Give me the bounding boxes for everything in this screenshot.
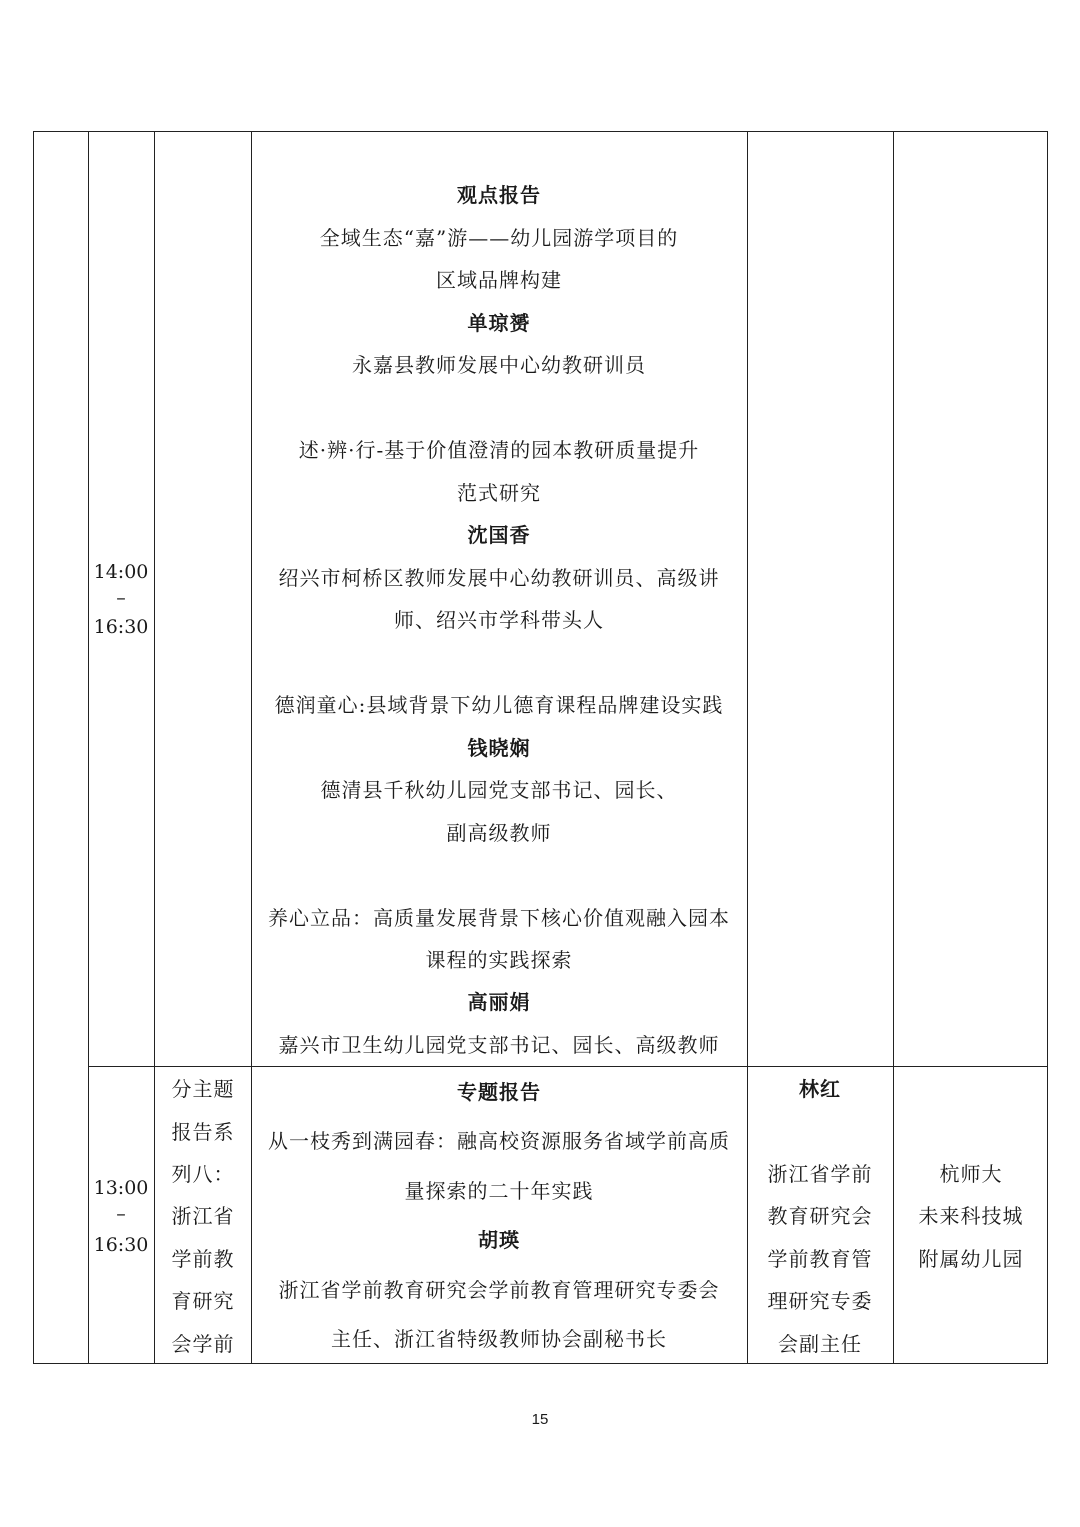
topic-line: 育研究 [171, 1289, 235, 1313]
talk-title: 养心立品：高质量发展背景下核心价值观融入园本 [268, 906, 730, 930]
talk-title: 区域品牌构建 [436, 268, 562, 292]
section-heading: 观点报告 [457, 183, 541, 207]
talk-title: 德润童心:县域背景下幼儿德育课程品牌建设实践 [274, 693, 724, 717]
topic-line: 分主题 [171, 1077, 235, 1101]
host-name: 林红 [799, 1077, 841, 1101]
start-time: 13:00 [93, 1177, 149, 1199]
column-divider [747, 132, 748, 1363]
start-time: 14:00 [93, 561, 149, 583]
speaker-name: 沈国香 [467, 523, 531, 547]
section-heading: 专题报告 [457, 1080, 541, 1104]
speaker-affiliation: 副高级教师 [446, 821, 552, 845]
column-divider [88, 132, 89, 1363]
speaker-name: 单琼赟 [467, 311, 531, 335]
talk-title: 范式研究 [457, 481, 541, 505]
speaker-affiliation: 浙江省学前教育研究会学前教育管理研究专委会 [278, 1278, 720, 1302]
speaker-affiliation: 绍兴市柯桥区教师发展中心幼教研训员、高级讲 [278, 566, 720, 590]
talk-title: 从一枝秀到满园春：融高校资源服务省域学前高质 [268, 1129, 730, 1153]
topic-line: 学前教 [171, 1247, 235, 1271]
talk-title: 课程的实践探索 [425, 948, 573, 972]
venue-line: 未来科技城 [918, 1204, 1024, 1228]
end-time: 16:30 [93, 616, 149, 638]
time-dash: – [116, 1203, 126, 1225]
talk-title: 量探索的二十年实践 [404, 1179, 594, 1203]
venue-line: 附属幼儿园 [918, 1247, 1024, 1271]
host-title: 浙江省学前 [767, 1162, 873, 1186]
topic-line: 会学前 [171, 1332, 235, 1356]
speaker-name: 胡瑛 [478, 1228, 520, 1252]
speaker-name: 高丽娟 [467, 990, 531, 1014]
venue-line: 杭师大 [939, 1162, 1003, 1186]
page-number: 15 [531, 1411, 549, 1428]
column-divider [893, 132, 894, 1363]
speaker-affiliation: 师、绍兴市学科带头人 [394, 608, 604, 632]
end-time: 16:30 [93, 1234, 149, 1256]
topic-line: 浙江省 [171, 1204, 235, 1228]
time-dash: – [116, 587, 126, 609]
talk-title: 述·辨·行-基于价值澄清的园本教研质量提升 [298, 438, 700, 462]
host-title: 理研究专委 [767, 1289, 873, 1313]
talk-title: 全域生态“嘉”游——幼儿园游学项目的 [319, 226, 679, 250]
speaker-name: 钱晓娴 [467, 736, 531, 760]
speaker-affiliation: 主任、浙江省特级教师协会副秘书长 [331, 1327, 667, 1351]
speaker-affiliation: 永嘉县教师发展中心幼教研训员 [352, 353, 646, 377]
host-title: 学前教育管 [767, 1247, 873, 1271]
host-title: 会副主任 [778, 1332, 862, 1356]
topic-line: 报告系 [171, 1120, 235, 1144]
speaker-affiliation: 嘉兴市卫生幼儿园党支部书记、园长、高级教师 [278, 1033, 720, 1057]
row-divider [88, 1066, 1047, 1067]
speaker-affiliation: 德清县千秋幼儿园党支部书记、园长、 [320, 778, 678, 802]
column-divider [251, 132, 252, 1363]
topic-line: 列八： [171, 1162, 235, 1186]
column-divider [154, 132, 155, 1363]
schedule-table [33, 131, 1048, 1364]
host-title: 教育研究会 [767, 1204, 873, 1228]
